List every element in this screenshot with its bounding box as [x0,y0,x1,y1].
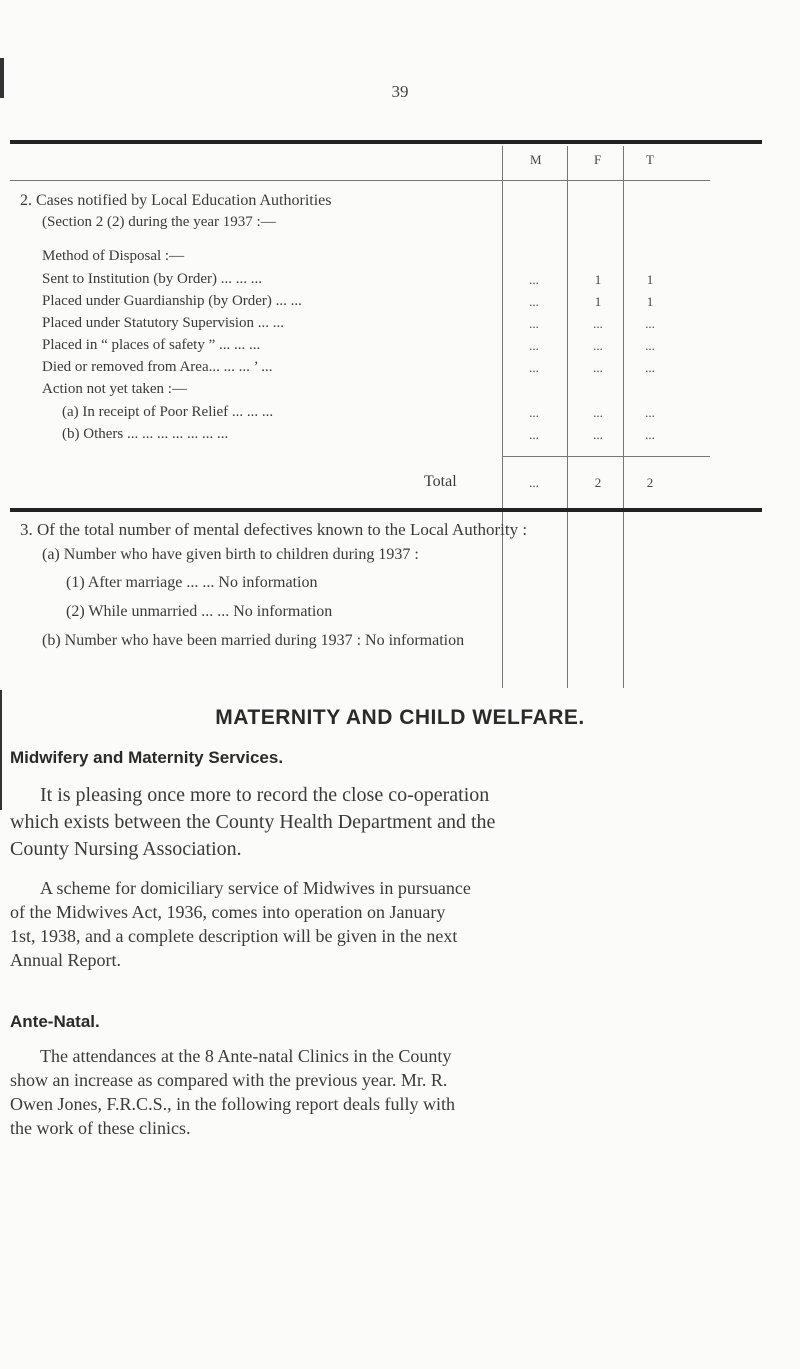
table-row-label: Sent to Institution (by Order) ... ... ... [42,271,262,287]
table-cell: ... [645,427,655,442]
table-row-label: Action not yet taken :— [42,381,187,397]
section3-a: (a) Number who have given birth to children during 1937 : [42,546,419,563]
paragraph-line: The attendances at the 8 Ante-natal Clinics in the County [40,1046,452,1066]
section3-a2: (2) While unmarried ... ... No information [66,603,333,620]
table-row-label: (a) In receipt of Poor Relief ... ... ... [62,404,274,420]
paragraph [10,876,780,972]
table-row-label: Placed in “ places of safety ” ... ... ... [42,337,261,353]
column-header-t: T [646,152,654,167]
column-divider [623,146,624,688]
table-cell: ... [593,316,603,331]
column-header-f: F [594,152,602,167]
table-cell: ... [529,427,539,442]
table-cell: 1 [646,272,654,287]
table-cell: ... [645,316,655,331]
total-t: 2 [646,475,654,490]
total-f: 2 [594,475,602,490]
table-cell: ... [645,338,655,353]
table-row-label: Placed under Statutory Supervision ... ... [42,315,285,331]
table-cell: 1 [594,294,602,309]
table-top-rule [10,140,762,144]
table-row-label: Died or removed from Area... ... ... ’ ... [42,359,273,375]
total-rule [502,456,710,457]
margin-mark [0,58,4,98]
total-label: Total [424,473,457,490]
table-section-title: 2. Cases notified by Local Education Authorities [20,192,332,209]
table-cell: ... [529,405,539,420]
subheading-ante-natal: Ante-Natal. [10,1012,100,1031]
paragraph-line: Annual Report. [10,950,121,970]
table-cell: ... [645,405,655,420]
section3-b: (b) Number who have been married during 1937 : No information [42,632,465,649]
table-cell: ... [593,360,603,375]
table-section-subtitle: (Section 2 (2) during the year 1937 :— [42,214,276,230]
table-cell: ... [593,405,603,420]
paragraph-line: of the Midwives Act, 1936, comes into operation on January [10,902,446,922]
column-header-m: M [530,152,542,167]
paragraph-line: Owen Jones, F.R.C.S., in the following report deals fully with [10,1094,456,1114]
page-number: 39 [391,82,409,101]
table-bottom-rule [10,508,762,512]
table-cell: ... [645,360,655,375]
header-rule [10,180,710,181]
table-cell: ... [529,272,539,287]
column-divider [567,146,568,688]
paragraph-line: 1st, 1938, and a complete description will be given in the next [10,926,458,946]
paragraph-line: show an increase as compared with the previous year. Mr. R. [10,1070,448,1090]
table-cell: ... [529,316,539,331]
table-cell: ... [593,338,603,353]
table-row-label: Placed under Guardianship (by Order) ... ... [42,293,302,309]
table-cell: 1 [646,294,654,309]
paragraph [10,782,780,863]
paragraph-line: the work of these clinics. [10,1118,191,1138]
section3-a1: (1) After marriage ... ... No information [66,574,318,591]
paragraph [10,1044,780,1140]
table-cell: 1 [594,272,602,287]
method-label: Method of Disposal :— [42,248,185,264]
section3-intro: 3. Of the total number of mental defectives known to the Local Authority : [20,520,528,539]
page-heading: MATERNITY AND CHILD WELFARE. [215,706,585,729]
paragraph-line: which exists between the County Health Department and the [10,811,496,833]
column-divider [502,146,503,688]
table-cell: ... [529,294,539,309]
table-cell: ... [529,338,539,353]
total-m: ... [529,475,539,490]
table-row-label: (b) Others ... ... ... ... ... ... ... [62,426,229,442]
paragraph-line: It is pleasing once more to record the close co-operation [40,784,490,806]
paragraph-line: County Nursing Association. [10,838,242,860]
paragraph-line: A scheme for domiciliary service of Midwives in pursuance [40,878,471,898]
table-cell: ... [529,360,539,375]
table-cell: ... [593,427,603,442]
subheading-midwifery: Midwifery and Maternity Services. [10,748,284,767]
